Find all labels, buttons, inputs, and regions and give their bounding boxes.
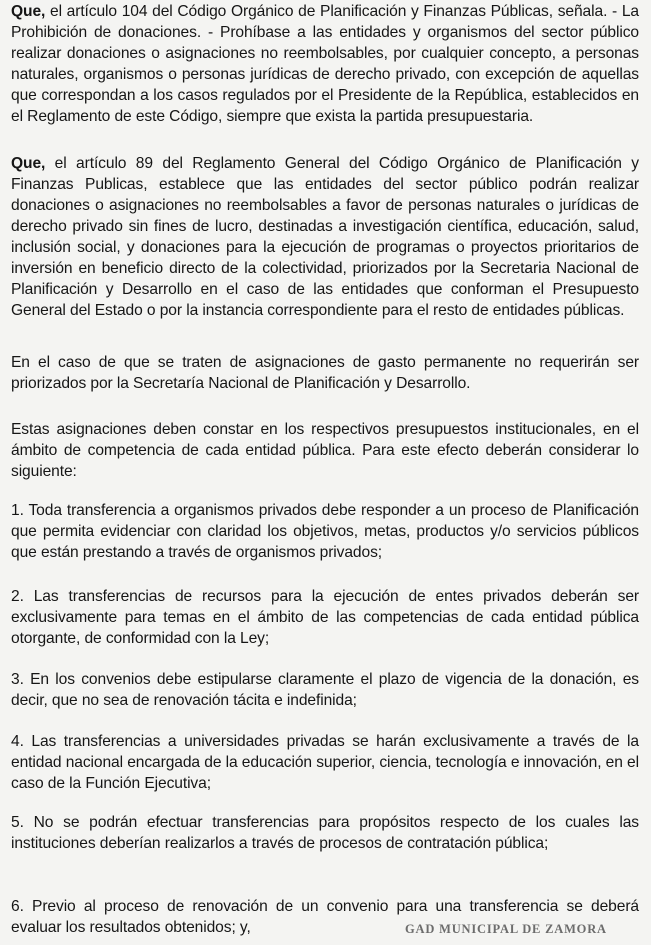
paragraph-permanent-expense xyxy=(11,352,639,394)
paragraph-text: 6. Previo al proceso de renovación de un convenio para una transferencia se deberá evaluar los resultados obtenidos; y, xyxy=(11,898,639,936)
paragraph-article-89 xyxy=(11,153,639,321)
paragraph-text: 2. Las transferencias de recursos para la ejecución de entes privados deberán ser exclusivamente para temas en el ámbito de las competencias de cada entidad pública otorgante, de conformidad con la Ley; xyxy=(11,588,639,647)
paragraph-text: el artículo 89 del Reglamento General del Código Orgánico de Planificación y Finanzas Publicas, establece que las entidades del sector público podrán realizar donaciones o asignaciones no reembolsables a favor de personas naturales o jurídicas de derecho privado sin fines de lucro, destinadas a investigación científica, educación, salud, inclusión social, y donaciones para la ejecución de programas o proyectos prioritarios de inversión en beneficio directo de la colectividad, priorizados por la Secretaria Nacional de Planificación y Desarrollo en el caso de las entidades que conforman el Presupuesto General del Estado o por la instancia correspondiente para el resto de entidades públicas. xyxy=(11,155,639,319)
paragraph-text: Estas asignaciones deben constar en los respectivos presupuestos institucionales, en el ámbito de competencia de cada entidad pública. Para este efecto deberán considerar lo siguiente: xyxy=(11,421,639,480)
paragraph-text: 1. Toda transferencia a organismos privados debe responder a un proceso de Planificación que permita evidenciar con claridad los objetivos, metas, productos y/o servicios públicos que están prestando a través de organismos privados; xyxy=(11,502,639,561)
list-item-4 xyxy=(11,731,639,794)
paragraph-text: 3. En los convenios debe estipularse claramente el plazo de vigencia de la donación, es decir, que no sea de renovación tácita e indefinida; xyxy=(11,671,639,709)
list-item-2 xyxy=(11,586,639,649)
paragraph-text: 4. Las transferencias a universidades privadas se harán exclusivamente a través de la entidad nacional encargada de la educación superior, ciencia, tecnología e innovación, en el caso de la Función Ejecutiva; xyxy=(11,733,639,792)
list-item-5 xyxy=(11,812,639,854)
municipal-stamp: GAD MUNICIPAL DE ZAMORA xyxy=(405,922,607,936)
paragraph-assignments xyxy=(11,419,639,482)
list-item-3 xyxy=(11,669,639,711)
paragraph-lead: Que, xyxy=(11,3,46,20)
paragraph-text: el artículo 104 del Código Orgánico de Planificación y Finanzas Públicas, señala. - La Prohibición de donaciones. - Prohíbase a las entidades y organismos del sector público realizar donaciones o asignaciones no reembolsables, por cualquier concepto, a personas naturales, organismos o personas jurídicas de derecho privado, con excepción de aquellas que correspondan a los casos regulados por el Presidente de la República, establecidos en el Reglamento de este Código, siempre que exista la partida presupuestaria. xyxy=(11,3,639,125)
list-item-1 xyxy=(11,500,639,563)
paragraph-text: En el caso de que se traten de asignaciones de gasto permanente no requerirán ser priorizados por la Secretaría Nacional de Planificación y Desarrollo. xyxy=(11,354,639,392)
paragraph-text: 5. No se podrán efectuar transferencias para propósitos respecto de los cuales las instituciones deberían realizarlos a través de procesos de contratación pública; xyxy=(11,814,639,852)
paragraph-article-104 xyxy=(11,1,639,127)
paragraph-lead: Que, xyxy=(11,155,46,172)
